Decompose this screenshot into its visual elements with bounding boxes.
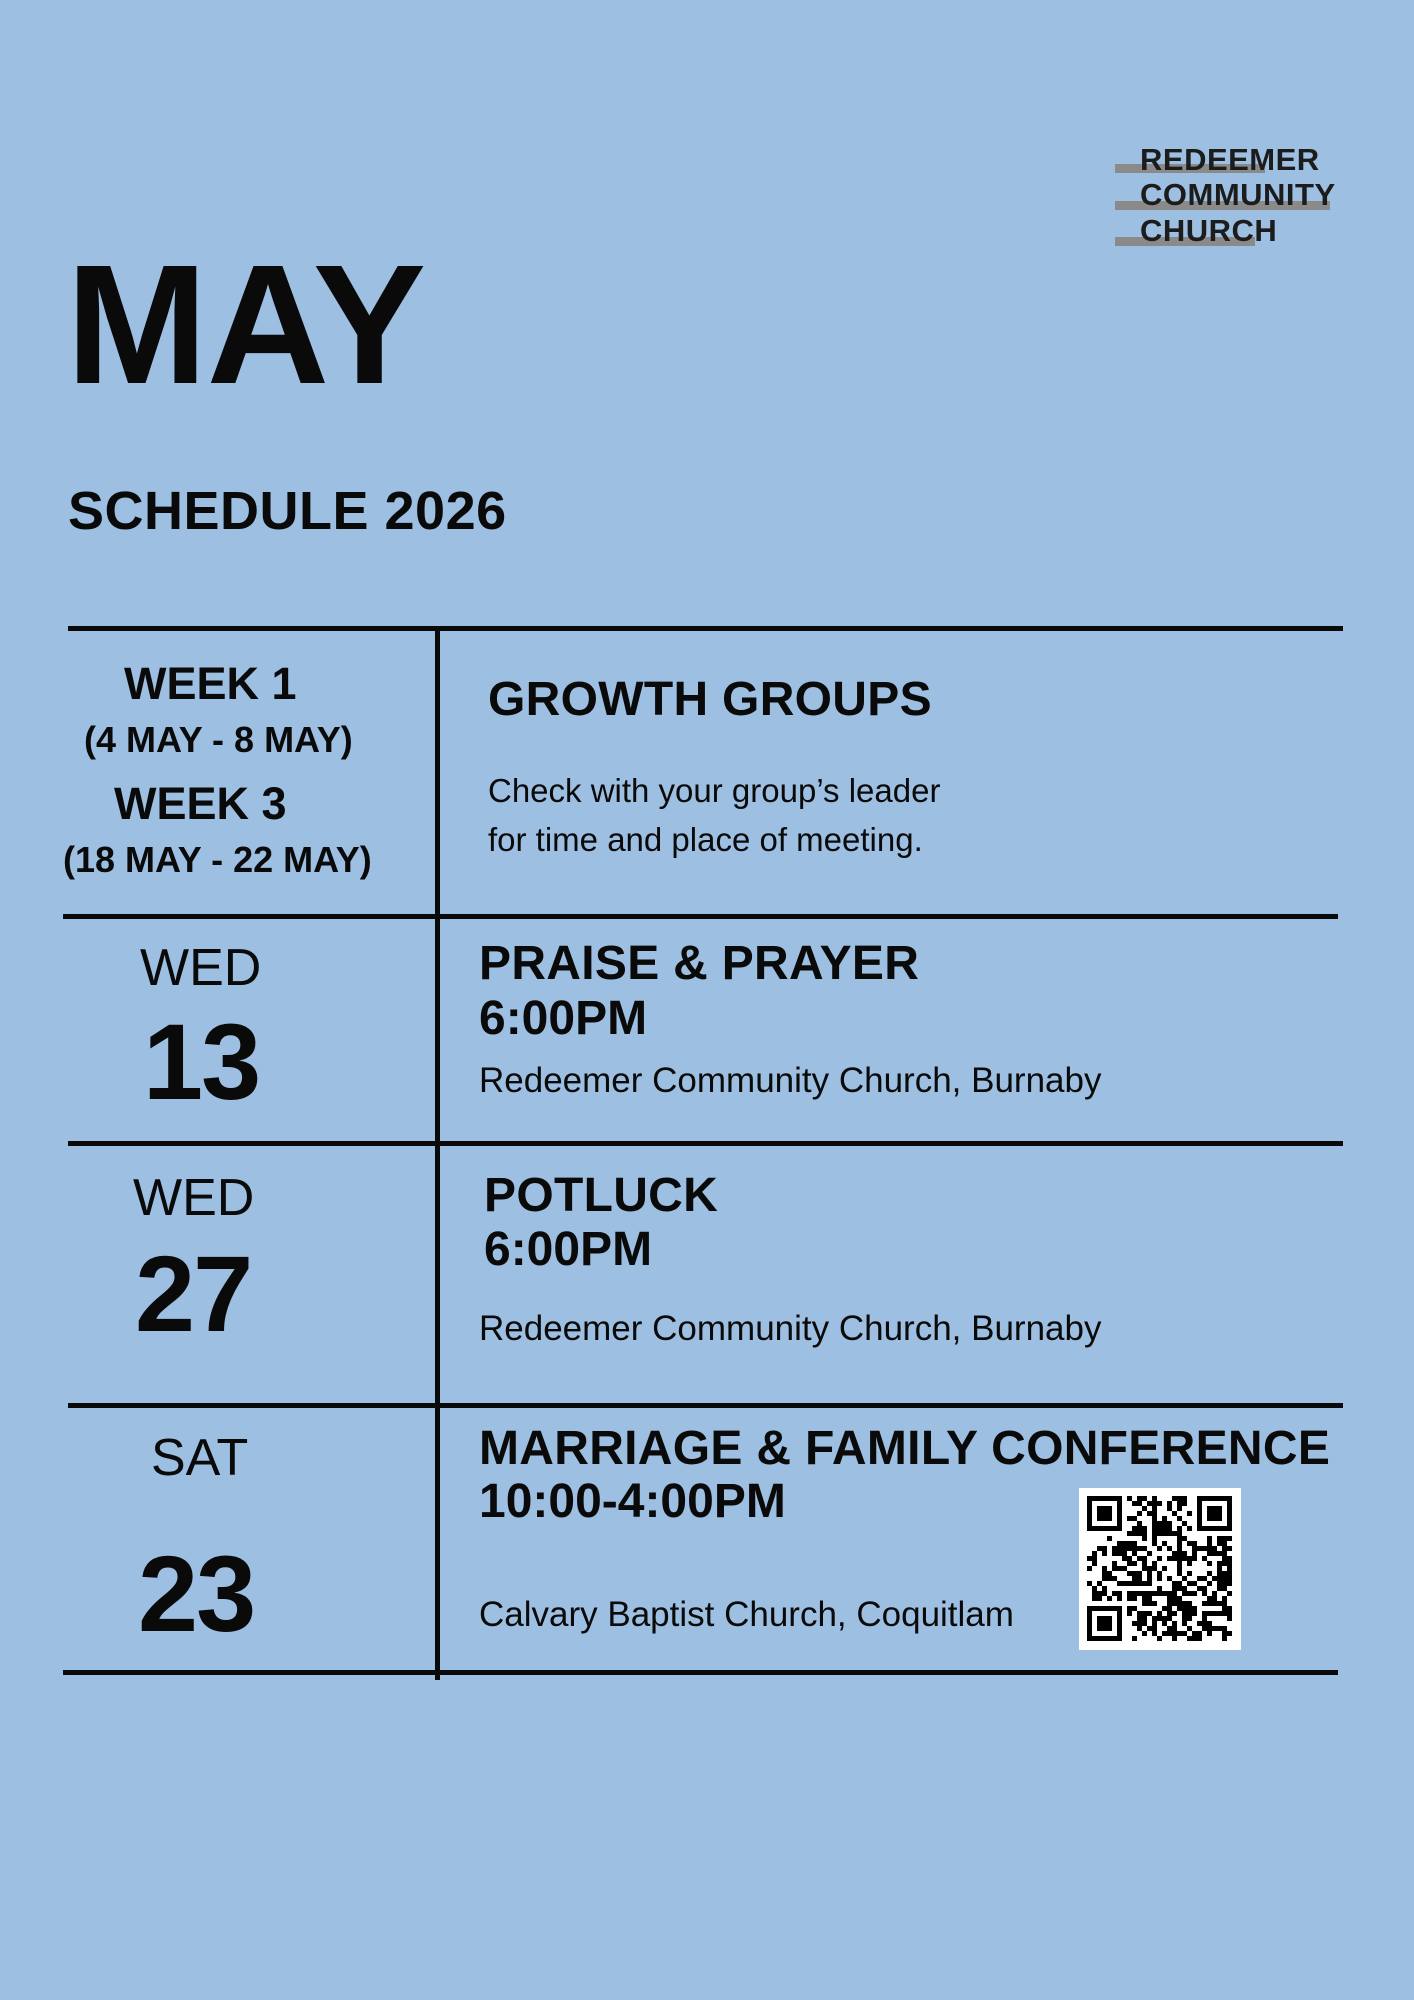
logo-line-2: COMMUNITY — [1140, 177, 1336, 212]
event-time: 10:00-4:00PM — [479, 1475, 786, 1528]
church-logo — [1112, 140, 1372, 250]
event-title: POTLUCK — [484, 1169, 719, 1222]
week-3-range: (18 MAY - 22 MAY) — [63, 839, 372, 880]
row-divider-1 — [63, 914, 1338, 919]
event-time: 6:00PM — [484, 1223, 653, 1276]
schedule-subtitle: SCHEDULE 2026 — [68, 481, 507, 541]
row-divider-2 — [68, 1141, 1343, 1146]
event-day: SAT — [151, 1429, 249, 1487]
week-3-label: WEEK 3 — [114, 778, 287, 829]
event-date: 13 — [143, 1001, 260, 1122]
event-date: 27 — [135, 1233, 252, 1354]
event-title: PRAISE & PRAYER — [479, 937, 920, 990]
event-title: MARRIAGE & FAMILY CONFERENCE — [479, 1422, 1331, 1475]
row-divider-3 — [68, 1403, 1343, 1408]
week-1-range: (4 MAY - 8 MAY) — [84, 719, 353, 760]
column-divider — [435, 628, 440, 1680]
page-title-month: MAY — [66, 230, 426, 420]
table-top-rule — [68, 626, 1343, 631]
event-title: GROWTH GROUPS — [488, 673, 932, 726]
logo-line-1: REDEEMER — [1140, 142, 1320, 177]
qr-code-icon[interactable] — [1079, 1488, 1241, 1650]
event-note-line-1: Check with your group’s leader — [488, 772, 941, 809]
logo-line-3: CHURCH — [1140, 213, 1278, 248]
event-day: WED — [133, 1169, 255, 1227]
week-1-label: WEEK 1 — [124, 658, 297, 709]
event-location: Calvary Baptist Church, Coquitlam — [479, 1595, 1014, 1634]
event-note-line-2: for time and place of meeting. — [488, 821, 923, 858]
table-bottom-rule — [63, 1670, 1338, 1675]
event-date: 23 — [138, 1533, 255, 1654]
event-day: WED — [140, 939, 262, 997]
event-location: Redeemer Community Church, Burnaby — [479, 1061, 1102, 1100]
event-time: 6:00PM — [479, 992, 648, 1045]
event-location: Redeemer Community Church, Burnaby — [479, 1309, 1102, 1348]
